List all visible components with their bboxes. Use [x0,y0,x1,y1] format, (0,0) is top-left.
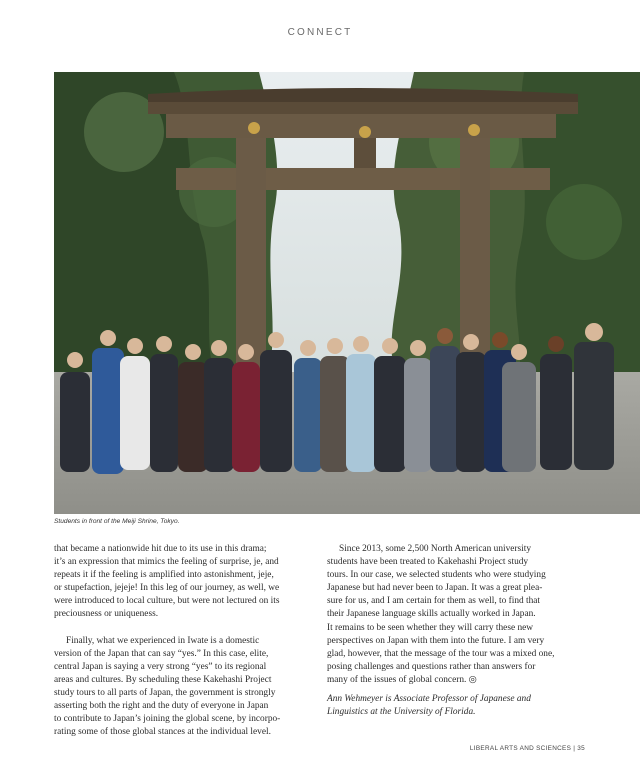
text-line: Since 2013, some 2,500 North American university [339,544,532,554]
text-line: Finally, what we experienced in Iwate is a domestic [66,635,260,646]
text-line: asserting both the right and the duty of everyone in Japan [54,701,269,712]
text-line: It remains to be seen whether they will carry these new [327,622,534,633]
text-line: repeats it if the feeling is amplified into astonishment, jeje, [54,570,274,581]
text-line: tours. In our case, we selected students who were studying [327,570,546,581]
article-column-left [54,543,316,739]
text-line: posing challenges and questions rather than answers for [327,661,536,672]
text-line: their Japanese language skills actually worked in Japan. [327,609,536,620]
text-line: many of the issues of global concern. ◎ [327,674,477,685]
text-line: perspectives on Japan with them into the future. I am very [327,635,545,646]
page-footer: LIBERAL ARTS AND SCIENCES | 35 [469,745,585,752]
text-line: or stupefaction, jejeje! In this leg of our journey, as well, we [54,583,280,594]
section-header: CONNECT [287,27,353,38]
text-line: Ann Wehmeyer is Associate Professor of Japanese and [327,694,531,705]
text-line: to contribute to Japan’s joining the global scene, by incorpo- [54,714,281,725]
text-line: study tours to all parts of Japan, the government is strongly [54,687,276,698]
text-line: rating some of those global stances at the individual level. [54,727,271,738]
text-line: Japanese but had never been to Japan. It was a great plea- [327,583,543,594]
paragraph [54,635,316,740]
paragraph [54,543,316,622]
paragraph [327,543,589,687]
text-line: that became a nationwide hit due to its use in this drama; [54,544,267,554]
text-line: areas and cultures. By scheduling these Kakehashi Project [54,674,272,685]
photo-caption: Students in front of the Meiji Shrine, Tokyo. [54,518,180,525]
text-line: Linguistics at the University of Florida. [327,707,476,718]
text-line: preciousness or uniqueness. [54,609,159,620]
article-column-right [327,543,589,719]
text-line: were introduced to local culture, but were not lectured on its [54,596,280,607]
text-line: it’s an expression that mimics the feeling of surprise, je, and [54,557,279,568]
text-line: central Japan is saying a very strong “yes” to its regional [54,661,267,672]
author-bio [327,693,589,719]
text-line: glad, however, that the message of the tour was a mixed one, [327,648,555,659]
group-photo [54,72,640,514]
text-line: version of the Japan that can say “yes.” In this case, elite, [54,648,269,659]
text-line: students have been treated to Kakehashi Project study [327,557,529,568]
text-line: sure for us, and I am certain for them as well, to find that [327,596,541,607]
